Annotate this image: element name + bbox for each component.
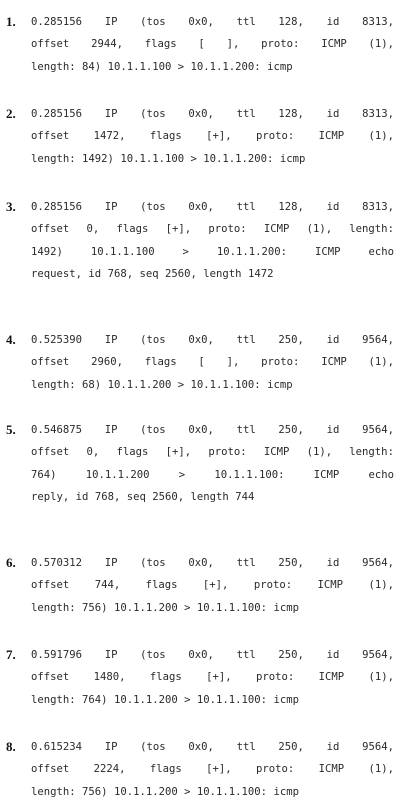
entry-number: 3. <box>6 199 16 214</box>
entry-line: request, id 768, seq 2560, length 1472 <box>31 267 274 280</box>
entry-line: offset 2944, flags [ ], proto: ICMP (1), <box>31 38 394 51</box>
entry-line: length: 68) 10.1.1.200 > 10.1.1.100: icmp <box>31 378 293 391</box>
entry-line: 1492) 10.1.1.100 > 10.1.1.200: ICMP echo <box>31 245 394 258</box>
entry-line: 0.591796 IP (tos 0x0, ttl 250, id 9564, <box>31 649 394 661</box>
entry-number: 4. <box>6 332 16 347</box>
entry-number: 1. <box>6 14 16 29</box>
entry-line: length: 764) 10.1.1.200 > 10.1.1.100: icmp <box>31 693 299 706</box>
entry-number: 6. <box>6 555 16 570</box>
entry-line: 0.546875 IP (tos 0x0, ttl 250, id 9564, <box>31 424 394 436</box>
entry-line: offset 0, flags [+], proto: ICMP (1), length: <box>31 446 394 459</box>
entry-line: length: 756) 10.1.1.200 > 10.1.1.100: icmp <box>31 601 299 614</box>
entry-line: offset 1480, flags [+], proto: ICMP (1), <box>31 671 394 684</box>
entry-line: 0.570312 IP (tos 0x0, ttl 250, id 9564, <box>31 557 394 569</box>
entry-line: offset 1472, flags [+], proto: ICMP (1), <box>31 130 394 143</box>
entry-line: length: 1492) 10.1.1.100 > 10.1.1.200: icmp <box>31 152 306 165</box>
entry-line: 0.285156 IP (tos 0x0, ttl 128, id 8313, <box>31 108 394 120</box>
entry-line: 764) 10.1.1.200 > 10.1.1.100: ICMP echo <box>31 468 394 481</box>
entry-line: length: 84) 10.1.1.100 > 10.1.1.200: icmp <box>31 60 293 73</box>
entry-line: offset 744, flags [+], proto: ICMP (1), <box>31 579 394 592</box>
entry-line: offset 2224, flags [+], proto: ICMP (1), <box>31 763 394 776</box>
entry-line: 0.285156 IP (tos 0x0, ttl 128, id 8313, <box>31 201 394 213</box>
entry-number: 2. <box>6 106 16 121</box>
entry-line: offset 2960, flags [ ], proto: ICMP (1), <box>31 356 394 369</box>
entry-line: offset 0, flags [+], proto: ICMP (1), length: <box>31 223 394 236</box>
entry-line: 0.615234 IP (tos 0x0, ttl 250, id 9564, <box>31 741 394 753</box>
entry-line: reply, id 768, seq 2560, length 744 <box>31 490 255 503</box>
entry-number: 8. <box>6 739 16 754</box>
entry-line: 0.525390 IP (tos 0x0, ttl 250, id 9564, <box>31 334 394 346</box>
entry-number: 7. <box>6 647 16 662</box>
entry-line: length: 756) 10.1.1.200 > 10.1.1.100: icmp <box>31 785 299 798</box>
entry-line: 0.285156 IP (tos 0x0, ttl 128, id 8313, <box>31 16 394 28</box>
entry-number: 5. <box>6 422 16 437</box>
